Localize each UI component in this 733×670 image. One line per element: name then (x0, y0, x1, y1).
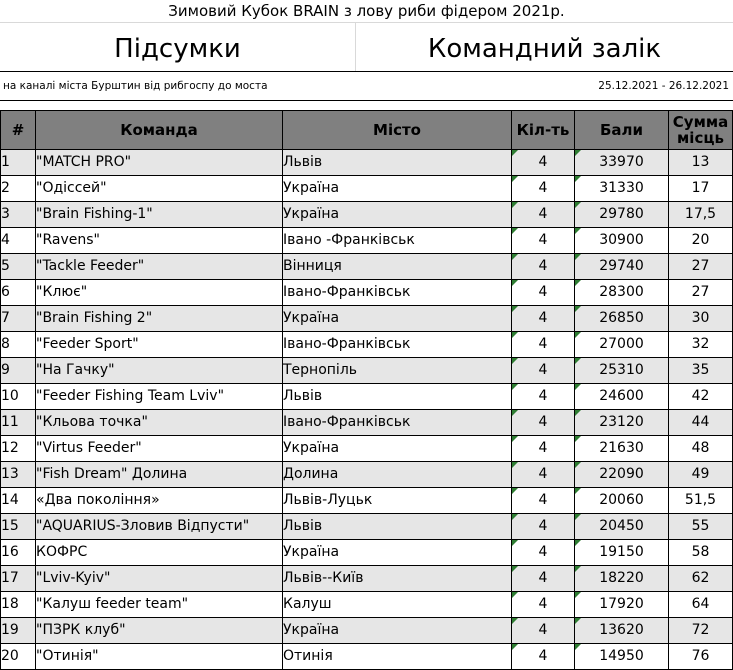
cell-city[interactable]: Львів--Київ (283, 566, 512, 592)
cell-score[interactable]: 14950 (575, 644, 669, 670)
cell-num[interactable]: 17 (1, 566, 36, 592)
table-row (1, 228, 733, 254)
cell-score[interactable]: 22090 (575, 462, 669, 488)
cell-num[interactable]: 1 (1, 150, 36, 176)
cell-score[interactable]: 29780 (575, 202, 669, 228)
cell-city[interactable]: Львів (283, 150, 512, 176)
cell-sum[interactable]: 13 (669, 150, 733, 176)
cell-sum[interactable]: 64 (669, 592, 733, 618)
table-body (1, 150, 733, 670)
competition-title: Зимовий Кубок BRAIN з лову риби фідером 2021р. (0, 0, 733, 23)
cell-city[interactable]: Тернопіль (283, 358, 512, 384)
cell-sum[interactable]: 44 (669, 410, 733, 436)
cell-num[interactable]: 20 (1, 644, 36, 670)
col-header-sum-line1: Сумма (672, 113, 729, 131)
cell-num[interactable]: 19 (1, 618, 36, 644)
cell-count[interactable]: 4 (512, 644, 575, 670)
table-row (1, 176, 733, 202)
cell-count[interactable]: 4 (512, 176, 575, 202)
table-row (1, 462, 733, 488)
cell-score[interactable]: 20450 (575, 514, 669, 540)
cell-count[interactable]: 4 (512, 514, 575, 540)
cell-count[interactable]: 4 (512, 332, 575, 358)
cell-score[interactable]: 30900 (575, 228, 669, 254)
table-row (1, 592, 733, 618)
cell-team[interactable]: "Калуш feeder team" (36, 592, 283, 618)
cell-score[interactable]: 21630 (575, 436, 669, 462)
table-row (1, 540, 733, 566)
cell-score[interactable]: 13620 (575, 618, 669, 644)
cell-count[interactable]: 4 (512, 358, 575, 384)
cell-sum[interactable]: 51,5 (669, 488, 733, 514)
cell-count[interactable]: 4 (512, 488, 575, 514)
col-header-count[interactable]: Кіл-ть (512, 111, 575, 150)
table-row (1, 644, 733, 670)
table-row (1, 618, 733, 644)
cell-num[interactable]: 16 (1, 540, 36, 566)
cell-team[interactable]: «Два покоління» (36, 488, 283, 514)
cell-count[interactable]: 4 (512, 618, 575, 644)
cell-city[interactable]: Україна (283, 540, 512, 566)
col-header-team[interactable]: Команда (36, 111, 283, 150)
cell-score[interactable]: 31330 (575, 176, 669, 202)
table-row (1, 332, 733, 358)
cell-team[interactable]: "Fish Dream" Долина (36, 462, 283, 488)
cell-sum[interactable]: 58 (669, 540, 733, 566)
col-header-score[interactable]: Бали (575, 111, 669, 150)
date-range: 25.12.2021 - 26.12.2021 (598, 80, 729, 92)
cell-sum[interactable]: 27 (669, 280, 733, 306)
cell-sum[interactable]: 17 (669, 176, 733, 202)
cell-count[interactable]: 4 (512, 410, 575, 436)
cell-city[interactable]: Україна (283, 176, 512, 202)
cell-num[interactable]: 10 (1, 384, 36, 410)
cell-team[interactable]: "MATCH PRO" (36, 150, 283, 176)
cell-count[interactable]: 4 (512, 306, 575, 332)
table-row (1, 436, 733, 462)
cell-num[interactable]: 8 (1, 332, 36, 358)
cell-count[interactable]: 4 (512, 384, 575, 410)
table-row (1, 280, 733, 306)
cell-city[interactable]: Івано-Франківськ (283, 280, 512, 306)
cell-team[interactable]: "Клює" (36, 280, 283, 306)
cell-num[interactable]: 18 (1, 592, 36, 618)
cell-num[interactable]: 15 (1, 514, 36, 540)
cell-score[interactable]: 24600 (575, 384, 669, 410)
cell-num[interactable]: 9 (1, 358, 36, 384)
cell-team[interactable]: "Ravens" (36, 228, 283, 254)
cell-score[interactable]: 23120 (575, 410, 669, 436)
table-row (1, 384, 733, 410)
cell-sum[interactable]: 72 (669, 618, 733, 644)
cell-num[interactable]: 6 (1, 280, 36, 306)
cell-city[interactable]: Вінниця (283, 254, 512, 280)
cell-sum[interactable]: 76 (669, 644, 733, 670)
cell-count[interactable]: 4 (512, 228, 575, 254)
heading-row (0, 23, 733, 71)
cell-team[interactable]: "Кльова точка" (36, 410, 283, 436)
spacer-row (0, 100, 733, 110)
cell-city[interactable]: Івано-Франківськ (283, 410, 512, 436)
cell-num[interactable]: 14 (1, 488, 36, 514)
team-standings-heading: Командний залік (427, 34, 662, 64)
table-header-row (1, 111, 733, 150)
cell-sum[interactable]: 62 (669, 566, 733, 592)
cell-sum[interactable]: 55 (669, 514, 733, 540)
cell-num[interactable]: 13 (1, 462, 36, 488)
cell-team[interactable]: "Lviv-Kyiv" (36, 566, 283, 592)
cell-sum[interactable]: 48 (669, 436, 733, 462)
cell-sum[interactable]: 32 (669, 332, 733, 358)
cell-team[interactable]: "Virtus Feeder" (36, 436, 283, 462)
cell-team[interactable]: "Brain Fishing-1" (36, 202, 283, 228)
venue-text: на каналі міста Бурштин від рибгоспу до моста (3, 80, 268, 92)
results-heading: Підсумки (0, 23, 356, 71)
cell-count[interactable]: 4 (512, 540, 575, 566)
cell-score[interactable]: 20060 (575, 488, 669, 514)
cell-num[interactable]: 2 (1, 176, 36, 202)
cell-num[interactable]: 11 (1, 410, 36, 436)
cell-sum[interactable]: 35 (669, 358, 733, 384)
cell-num[interactable]: 7 (1, 306, 36, 332)
cell-score[interactable]: 28300 (575, 280, 669, 306)
cell-team[interactable]: КОФРС (36, 540, 283, 566)
table-row (1, 358, 733, 384)
cell-city[interactable]: Долина (283, 462, 512, 488)
col-header-sum[interactable] (669, 111, 733, 150)
cell-score[interactable]: 26850 (575, 306, 669, 332)
cell-city[interactable]: Отинія (283, 644, 512, 670)
cell-count[interactable]: 4 (512, 592, 575, 618)
results-table (0, 110, 733, 670)
table-row (1, 488, 733, 514)
cell-count[interactable]: 4 (512, 462, 575, 488)
cell-city[interactable]: Україна (283, 618, 512, 644)
cell-city[interactable]: Калуш (283, 592, 512, 618)
cell-city[interactable]: Україна (283, 202, 512, 228)
cell-sum[interactable]: 30 (669, 306, 733, 332)
info-row (0, 71, 733, 101)
cell-score[interactable]: 19150 (575, 540, 669, 566)
cell-team[interactable]: "Одіссей" (36, 176, 283, 202)
table-row (1, 202, 733, 228)
cell-team[interactable]: "Отинія" (36, 644, 283, 670)
cell-score[interactable]: 29740 (575, 254, 669, 280)
cell-city[interactable]: Львів-Луцьк (283, 488, 512, 514)
cell-team[interactable]: "На Гачку" (36, 358, 283, 384)
cell-count[interactable]: 4 (512, 202, 575, 228)
cell-team[interactable]: "Tackle Feeder" (36, 254, 283, 280)
cell-city[interactable]: Україна (283, 306, 512, 332)
cell-score[interactable]: 27000 (575, 332, 669, 358)
cell-city[interactable]: Івано -Франківськ (283, 228, 512, 254)
cell-city[interactable]: Львів (283, 384, 512, 410)
table-row (1, 410, 733, 436)
cell-city[interactable]: Львів (283, 514, 512, 540)
cell-team[interactable]: "Feeder Fishing Team Lviv" (36, 384, 283, 410)
cell-score[interactable]: 33970 (575, 150, 669, 176)
cell-sum[interactable]: 49 (669, 462, 733, 488)
cell-sum[interactable]: 20 (669, 228, 733, 254)
cell-city[interactable]: Івано-Франківськ (283, 332, 512, 358)
col-header-sum-line2: місць (677, 129, 724, 147)
cell-count[interactable]: 4 (512, 280, 575, 306)
table-row (1, 254, 733, 280)
cell-num[interactable]: 5 (1, 254, 36, 280)
cell-score[interactable]: 18220 (575, 566, 669, 592)
cell-team[interactable]: "AQUARIUS-Зловив Відпусти" (36, 514, 283, 540)
col-header-num[interactable]: # (1, 111, 36, 150)
table-row (1, 150, 733, 176)
cell-sum[interactable]: 42 (669, 384, 733, 410)
table-row (1, 306, 733, 332)
cell-num[interactable]: 3 (1, 202, 36, 228)
cell-city[interactable]: Україна (283, 436, 512, 462)
cell-team[interactable]: "Brain Fishing 2" (36, 306, 283, 332)
cell-count[interactable]: 4 (512, 436, 575, 462)
cell-count[interactable]: 4 (512, 150, 575, 176)
cell-num[interactable]: 4 (1, 228, 36, 254)
cell-team[interactable]: "ПЗРК клуб" (36, 618, 283, 644)
table-row (1, 514, 733, 540)
cell-score[interactable]: 25310 (575, 358, 669, 384)
cell-count[interactable]: 4 (512, 254, 575, 280)
cell-sum[interactable]: 17,5 (669, 202, 733, 228)
cell-num[interactable]: 12 (1, 436, 36, 462)
col-header-city[interactable]: Місто (283, 111, 512, 150)
table-row (1, 566, 733, 592)
cell-count[interactable]: 4 (512, 566, 575, 592)
cell-team[interactable]: "Feeder Sport" (36, 332, 283, 358)
cell-sum[interactable]: 27 (669, 254, 733, 280)
cell-score[interactable]: 17920 (575, 592, 669, 618)
